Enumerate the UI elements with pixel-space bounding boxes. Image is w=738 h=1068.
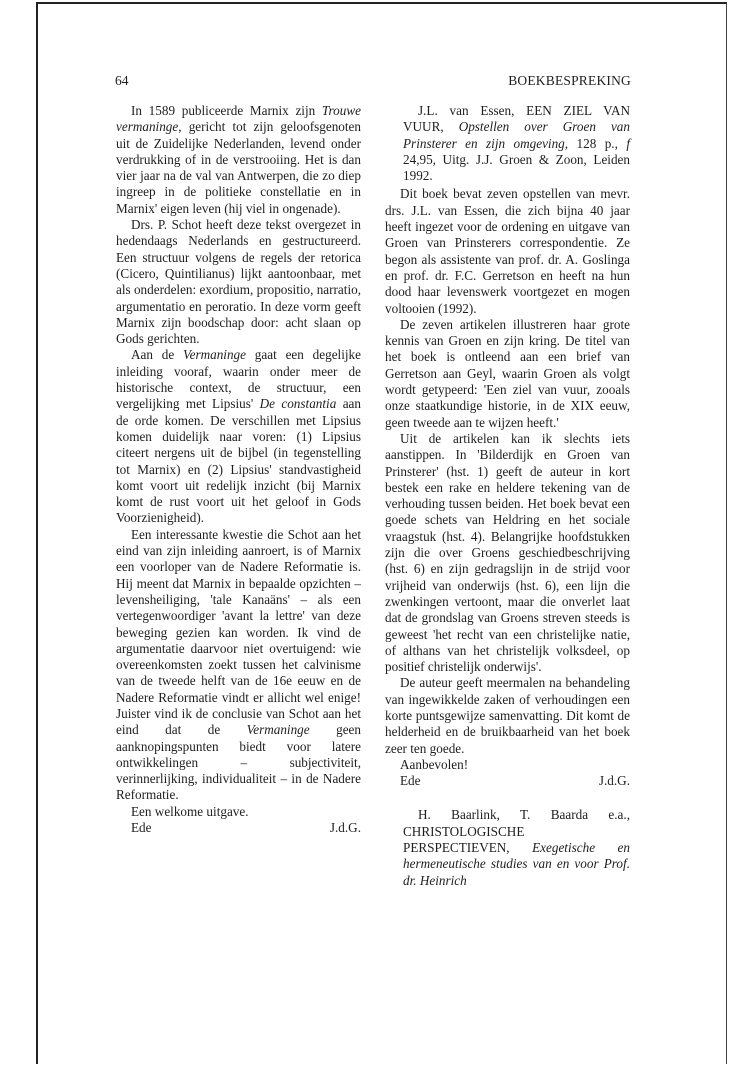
paragraph: Een welkome uitgave. (131, 803, 249, 819)
book-entry-essen: J.L. van Essen, EEN ZIEL VAN VUUR, Opstellen over Groen van Prinsterer en zijn omgeving, 128 p., f 24,95, Uitg. J.J. Groen & Zoon, Leiden 1992. (403, 103, 631, 184)
left-column (116, 103, 361, 836)
paragraph: De auteur geeft meermalen na behandeling van ingewikkelde zaken of verhoudingen een korte puntsgewijze samenvatting. Dit komt de helderheid en de bruikbaarheid van het boek zeer ten goede. (385, 675, 630, 756)
signature-line (116, 820, 361, 836)
signature-author: J.d.G. (329, 820, 361, 836)
page-number: 64 (115, 73, 129, 88)
paragraph: Een interessante kwestie die Schot aan het eind van zijn inleiding aanroert, is of Marnix een voorloper van de Nadere Reformatie is. Hij meent dat Marnix in bepaalde opzichten – levensheiliging, 'tale Kanaäns' – als een vertegenwoordiger 'avant la lettre' van deze beweging gezien kan worden. Ik vind de argumentatie daarvoor niet overtuigend: wie overeenkomsten zoekt tussen het calvinisme van de tweede helft van de 16e eeuw en de Nadere Reformatie vindt er allicht wel enige! Juister vind ik de conclusie van Schot aan het eind dat de Vermaninge geen aanknopingspunten biedt voor latere ontwikkelingen – subjectiviteit, verinnerlijking, individualiteit – in de Nadere Reformatie. (116, 526, 361, 803)
paragraph: In 1589 publiceerde Marnix zijn Trouwe vermaninge, gericht tot zijn geloofsgenoten uit de Zuidelijke Nederlanden, levend onder verdrukking of in de verstrooiing. Het is dan vier jaar na de val van Antwerpen, die zo diep ingreep in de politieke constellatie en in Marnix' eigen leven (hij viel in ongenade). (116, 103, 361, 216)
paragraph: Aan de Vermaninge gaat een degelijke inleiding vooraf, waarin onder meer de historische context, de structuur, een vergelijking met Lipsius' De constantia aan de orde komen. De verschillen met Lipsius komen duidelijk naar voren: (1) Lipsius citeert nergens uit de bijbel (in tegenstelling tot Marnix) en (2) Lipsius' standvastigheid komt voort uit redelijk inzicht (bij Marnix komt de rust voort uit het geloof in Gods Voorzienigheid). (116, 347, 361, 526)
paragraph: Uit de artikelen kan ik slechts iets aanstippen. In 'Bilderdijk en Groen van Prinsterer' (hst. 1) geeft de auteur in kort bestek een rake en heldere tekening van de verhouding tussen beiden. Het boek bevat een goede schets van Heldring en het sociale vraagstuk (hst. 4). Belangrijke hoofdstukken zijn die over Groens geschiedbeschrijving (hst. 6) en zijn gedragslijn in de strijd voor vrijheid van onderwijs (hst. 6), een lijn die zwenkingen vertoont, maar die onverlet laat dat de grondslag van Groens streven steeds is geweest 'het recht van een christelijke natie, of althans van het christelijk volksdeel, op positief christelijk onderwijs'. (385, 430, 630, 675)
paragraph: Dit boek bevat zeven opstellen van mevr. drs. J.L. van Essen, die zich bijna 40 jaar heeft ingezet voor de ordening en uitgave van Groen van Prinsterers correspondentie. Ze begon als assistente van prof. dr. A. Goslinga en prof. dr. F.C. Gerretson en heeft na hun dood haar levenswerk voortgezet en mogen voltooien (1992). (385, 186, 630, 316)
signature-place: Ede (400, 773, 421, 789)
paragraph: Aanbevolen! (400, 756, 469, 772)
paragraph: De zeven artikelen illustreren haar grote kennis van Groen en zijn kring. De titel van het boek is ontleend aan een brief van Gerretson aan Geyl, waarin Groen als volgt wordt getypeerd: 'Een ziel van vuur, zooals onze staatkundige historie, in de XIX eeuw, geen tweede aan te wijzen heeft.' (385, 316, 630, 430)
page-header (115, 73, 631, 91)
signature-line (385, 773, 630, 789)
book-entry-baarlink: H. Baarlink, T. Baarda e.a., CHRISTOLOGISCHE PERSPECTIEVEN, Exegetische en hermeneutische studies van en voor Prof. dr. Heinrich (403, 807, 630, 888)
right-column (385, 103, 630, 891)
paragraph: Drs. P. Schot heeft deze tekst overgezet in hedendaags Nederlands en gestructureerd. Een structuur volgens de regels der retorica (Cicero, Quintilianus) lijkt aantoonbaar, met als onderdelen: exordium, propositio, narratio, argumentatio en peroratio. In deze vorm geeft Marnix zijn boodschap door: acht slaan op Gods gerichten. (116, 217, 362, 347)
signature-author: J.d.G. (598, 773, 630, 789)
signature-place: Ede (131, 820, 152, 836)
running-head: BOEKBESPREKING (508, 73, 631, 88)
